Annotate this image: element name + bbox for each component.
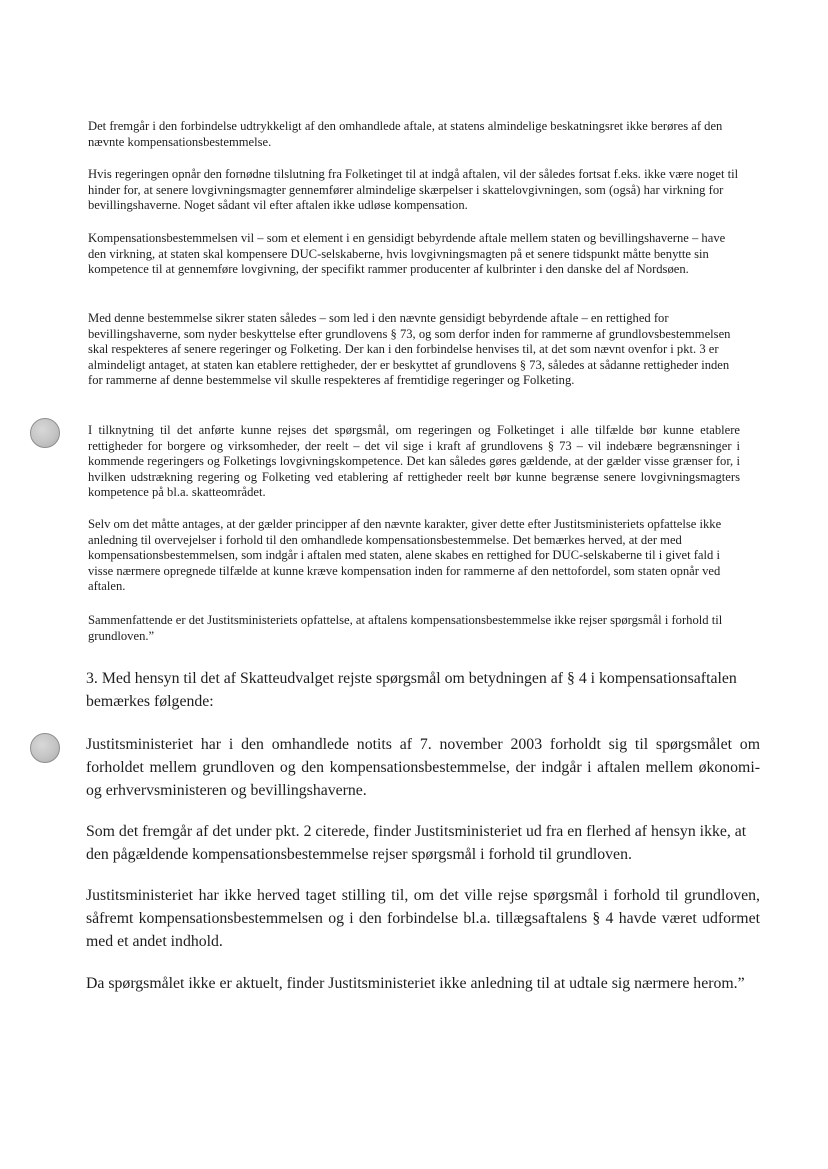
section-number: 3. xyxy=(86,670,98,687)
section-3-heading xyxy=(86,667,760,713)
quote-paragraph-4: Med denne bestemmelse sikrer staten således – som led i den nævnte gensidigt bebyrdende aftale – en rettighed for bevillingshaverne, som nyder beskyttelse efter grundlovens § 73, og som derfor inden for rammerne af grundlovsbestemmelsen skal respekteres af senere regeringer og Folketing. Der kan i den forbindelse henvises til, at det som nævnt ovenfor i pkt. 3 er almindeligt antaget, at staten kan etablere rettigheder, der er beskyttet af grundlovens § 73, således at sådanne rettigheder inden for rammerne af denne bestemmelse vil skulle respekteres af fremtidige regeringer og Folketing. xyxy=(88,311,731,388)
body-paragraph-3: Justitsministeriet har ikke herved taget stilling til, om det ville rejse spørgsmål i forhold til grundloven, såfremt kompensationsbestemmelsen og i den forbindelse bl.a. tillægsaftalens § 4 havde været udformet med et andet indhold. xyxy=(86,887,760,950)
body-paragraph-4: Da spørgsmålet ikke er aktuelt, finder Justitsministeriet ikke anledning til at udtale sig nærmere herom.” xyxy=(86,975,745,992)
quote-paragraph-2: Hvis regeringen opnår den fornødne tilslutning fra Folketinget til at indgå aftalen, vil der således fortsat f.eks. ikke være noget til hinder for, at senere lovgivningsmagter gennemfører almindelige skærpelser i skattelovgivningen, som (også) har virkning for bevillingshaverne. Noget sådant vil efter aftalen ikke udløse kompensation. xyxy=(88,167,739,213)
quote-paragraph-7: Sammenfattende er det Justitsministeriets opfattelse, at aftalens kompensationsbestemmelse ikke rejser spørgsmål i forhold til grundloven.” xyxy=(88,613,723,643)
quote-paragraph-1: Det fremgår i den forbindelse udtrykkeligt af den omhandlede aftale, at statens almindelige beskatningsret ikke berøres af den nævnte kompensationsbestemmelse. xyxy=(88,119,723,149)
section-heading-text: Med hensyn til det af Skatteudvalget rejste spørgsmål om betydningen af § 4 i kompensationsaftalen bemærkes følgende: xyxy=(86,670,737,710)
punch-hole-icon xyxy=(30,418,60,448)
quote-paragraph-5: I tilknytning til det anførte kunne rejses det spørgsmål, om regeringen og Folketinget i alle tilfælde bør kunne etablere rettigheder for borgere og virksomheder, der reelt – det vil sige i kraft af grundlovens § 73 – vil indebære begrænsninger i kommende regeringers og Folketings lovgivningskompetence. Det kan således gøres gældende, at der gælder visse grænser for, i hvilken udstrækning regering og Folketing ved etablering af rettigheder reelt bør kunne begrænse senere lovgivningsmagters kompetence på bl.a. skatteområdet. xyxy=(88,423,740,500)
body-paragraph-1: Justitsministeriet har i den omhandlede notits af 7. november 2003 forholdt sig til spørgsmålet om forholdet mellem grundloven og den kompensationsbestemmelse, der indgår i aftalen mellem økonomi- og erhvervsministeren og bevillingshaverne. xyxy=(86,736,760,799)
quote-paragraph-3: Kompensationsbestemmelsen vil – som et element i en gensidigt bebyrdende aftale mellem staten og bevillingshaverne – have den virkning, at staten skal kompensere DUC-selskaberne, hvis lovgivningsmagten på et senere tidspunkt måtte benytte sin kompetence til at gennemføre lovgivning, der specifikt rammer producenter af kulbrinter i den danske del af Nordsøen. xyxy=(88,231,726,277)
punch-hole-icon xyxy=(30,733,60,763)
body-paragraph-2: Som det fremgår af det under pkt. 2 citerede, finder Justitsministeriet ud fra en flerhed af hensyn ikke, at den pågældende kompensationsbestemmelse rejser spørgsmål i forhold til grundloven. xyxy=(86,823,747,863)
quote-paragraph-6: Selv om det måtte antages, at der gælder principper af den nævnte karakter, giver dette efter Justitsministeriets opfattelse ikke anledning til overvejelser i forhold til den omhandlede kompensationsbestemmelse. Det bemærkes herved, at der med kompensationsbestemmelsen, som indgår i aftalen med staten, alene skabes en rettighed for DUC-selskaberne til i givet fald i visse nærmere opregnede tilfælde at kunne kræve kompensation inden for rammerne af den nettofordel, som staten opnår ved aftalen. xyxy=(88,517,722,594)
